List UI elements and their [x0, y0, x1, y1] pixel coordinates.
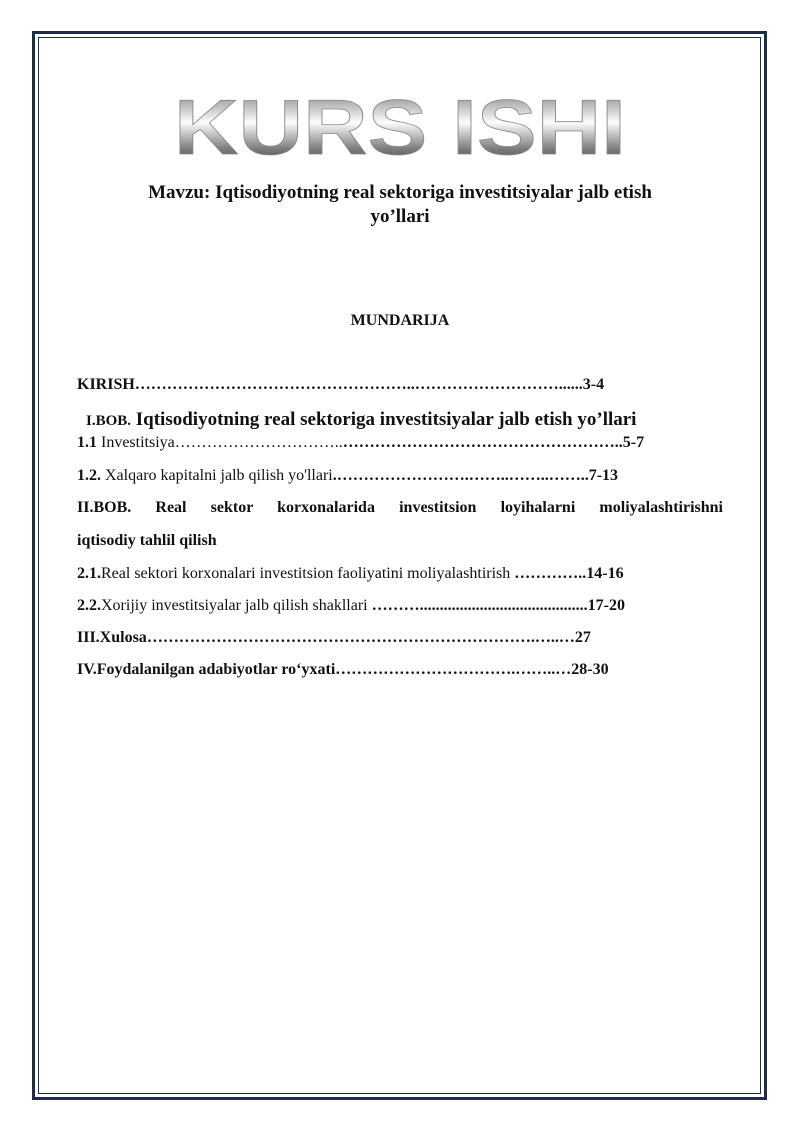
toc-leader-bold: …………………………………………….. — [342, 434, 623, 451]
toc-page: 28-30 — [571, 661, 609, 678]
toc-chapter-2-line-2: iqtisodiy tahlil qilish — [77, 532, 217, 549]
toc-label: Xorijiy investitsiyalar jalb qilish shakllari — [101, 597, 372, 614]
cover-title-wordart — [0, 88, 800, 168]
toc-entry-1-2 — [77, 467, 717, 485]
toc-entry-2-1 — [77, 565, 717, 583]
subject-line-2: yo’llari — [370, 206, 430, 227]
cover-subject — [80, 181, 720, 229]
toc-label: Real sektori korxonalari investitsion faoliyatini moliyalashtirish — [101, 565, 515, 582]
toc-leader: .…………………….……..……..…….. — [332, 467, 589, 484]
toc-leader: ……………………………………………..………………………...... — [134, 376, 583, 393]
toc-chapter-1 — [86, 409, 636, 431]
toc-page: 3-4 — [582, 376, 605, 393]
toc-label: Investitsiya — [97, 434, 175, 451]
toc-entry-2-2 — [77, 597, 717, 615]
toc-label: III.Xulosa — [77, 629, 147, 646]
toc-entry-3 — [77, 629, 717, 647]
subject-line-1: Mavzu: Iqtisodiyotning real sektoriga investitsiyalar jalb etish — [148, 182, 652, 203]
toc-heading: MUNDARIJA — [350, 312, 450, 329]
toc-entry-intro — [77, 376, 717, 394]
toc-page: 14-16 — [586, 565, 624, 582]
toc-page: 27 — [574, 629, 591, 646]
toc-label: KIRISH — [77, 376, 135, 393]
toc-num: 1.2. — [77, 467, 101, 484]
toc-chapter-2-line-1: II.BOB. Real sektor korxonalarida investitsion loyihalarni moliyalashtirishni — [77, 499, 723, 516]
toc-leader: ……………………………………………………………….…..… — [146, 629, 575, 646]
toc-leader: ……….......................................... — [371, 597, 588, 614]
toc-leader: ………….. — [514, 565, 587, 582]
toc-label: Xalqaro kapitalni jalb qilish yo'llari — [101, 467, 333, 484]
toc-page: 5-7 — [622, 434, 645, 451]
toc-leader: …………………………….……..… — [335, 661, 572, 678]
toc-label: IV.Foydalanilgan adabiyotlar ro‘yxati — [77, 661, 336, 678]
toc-entry-4 — [77, 661, 717, 679]
toc-num: 1.1 — [77, 434, 97, 451]
toc-leader: ………………………….. — [174, 434, 343, 451]
chapter-prefix: I.BOB. — [86, 413, 132, 429]
chapter-title: Iqtisodiyotning real sektoriga investitsiyalar jalb etish yo’llari — [131, 409, 637, 430]
toc-entry-1-1 — [77, 434, 717, 452]
toc-page: 7-13 — [588, 467, 619, 484]
toc-num: 2.1. — [77, 565, 101, 582]
cover-title: KURS ISHI — [174, 88, 626, 168]
toc-page: 17-20 — [587, 597, 625, 614]
toc-num: 2.2. — [77, 597, 101, 614]
